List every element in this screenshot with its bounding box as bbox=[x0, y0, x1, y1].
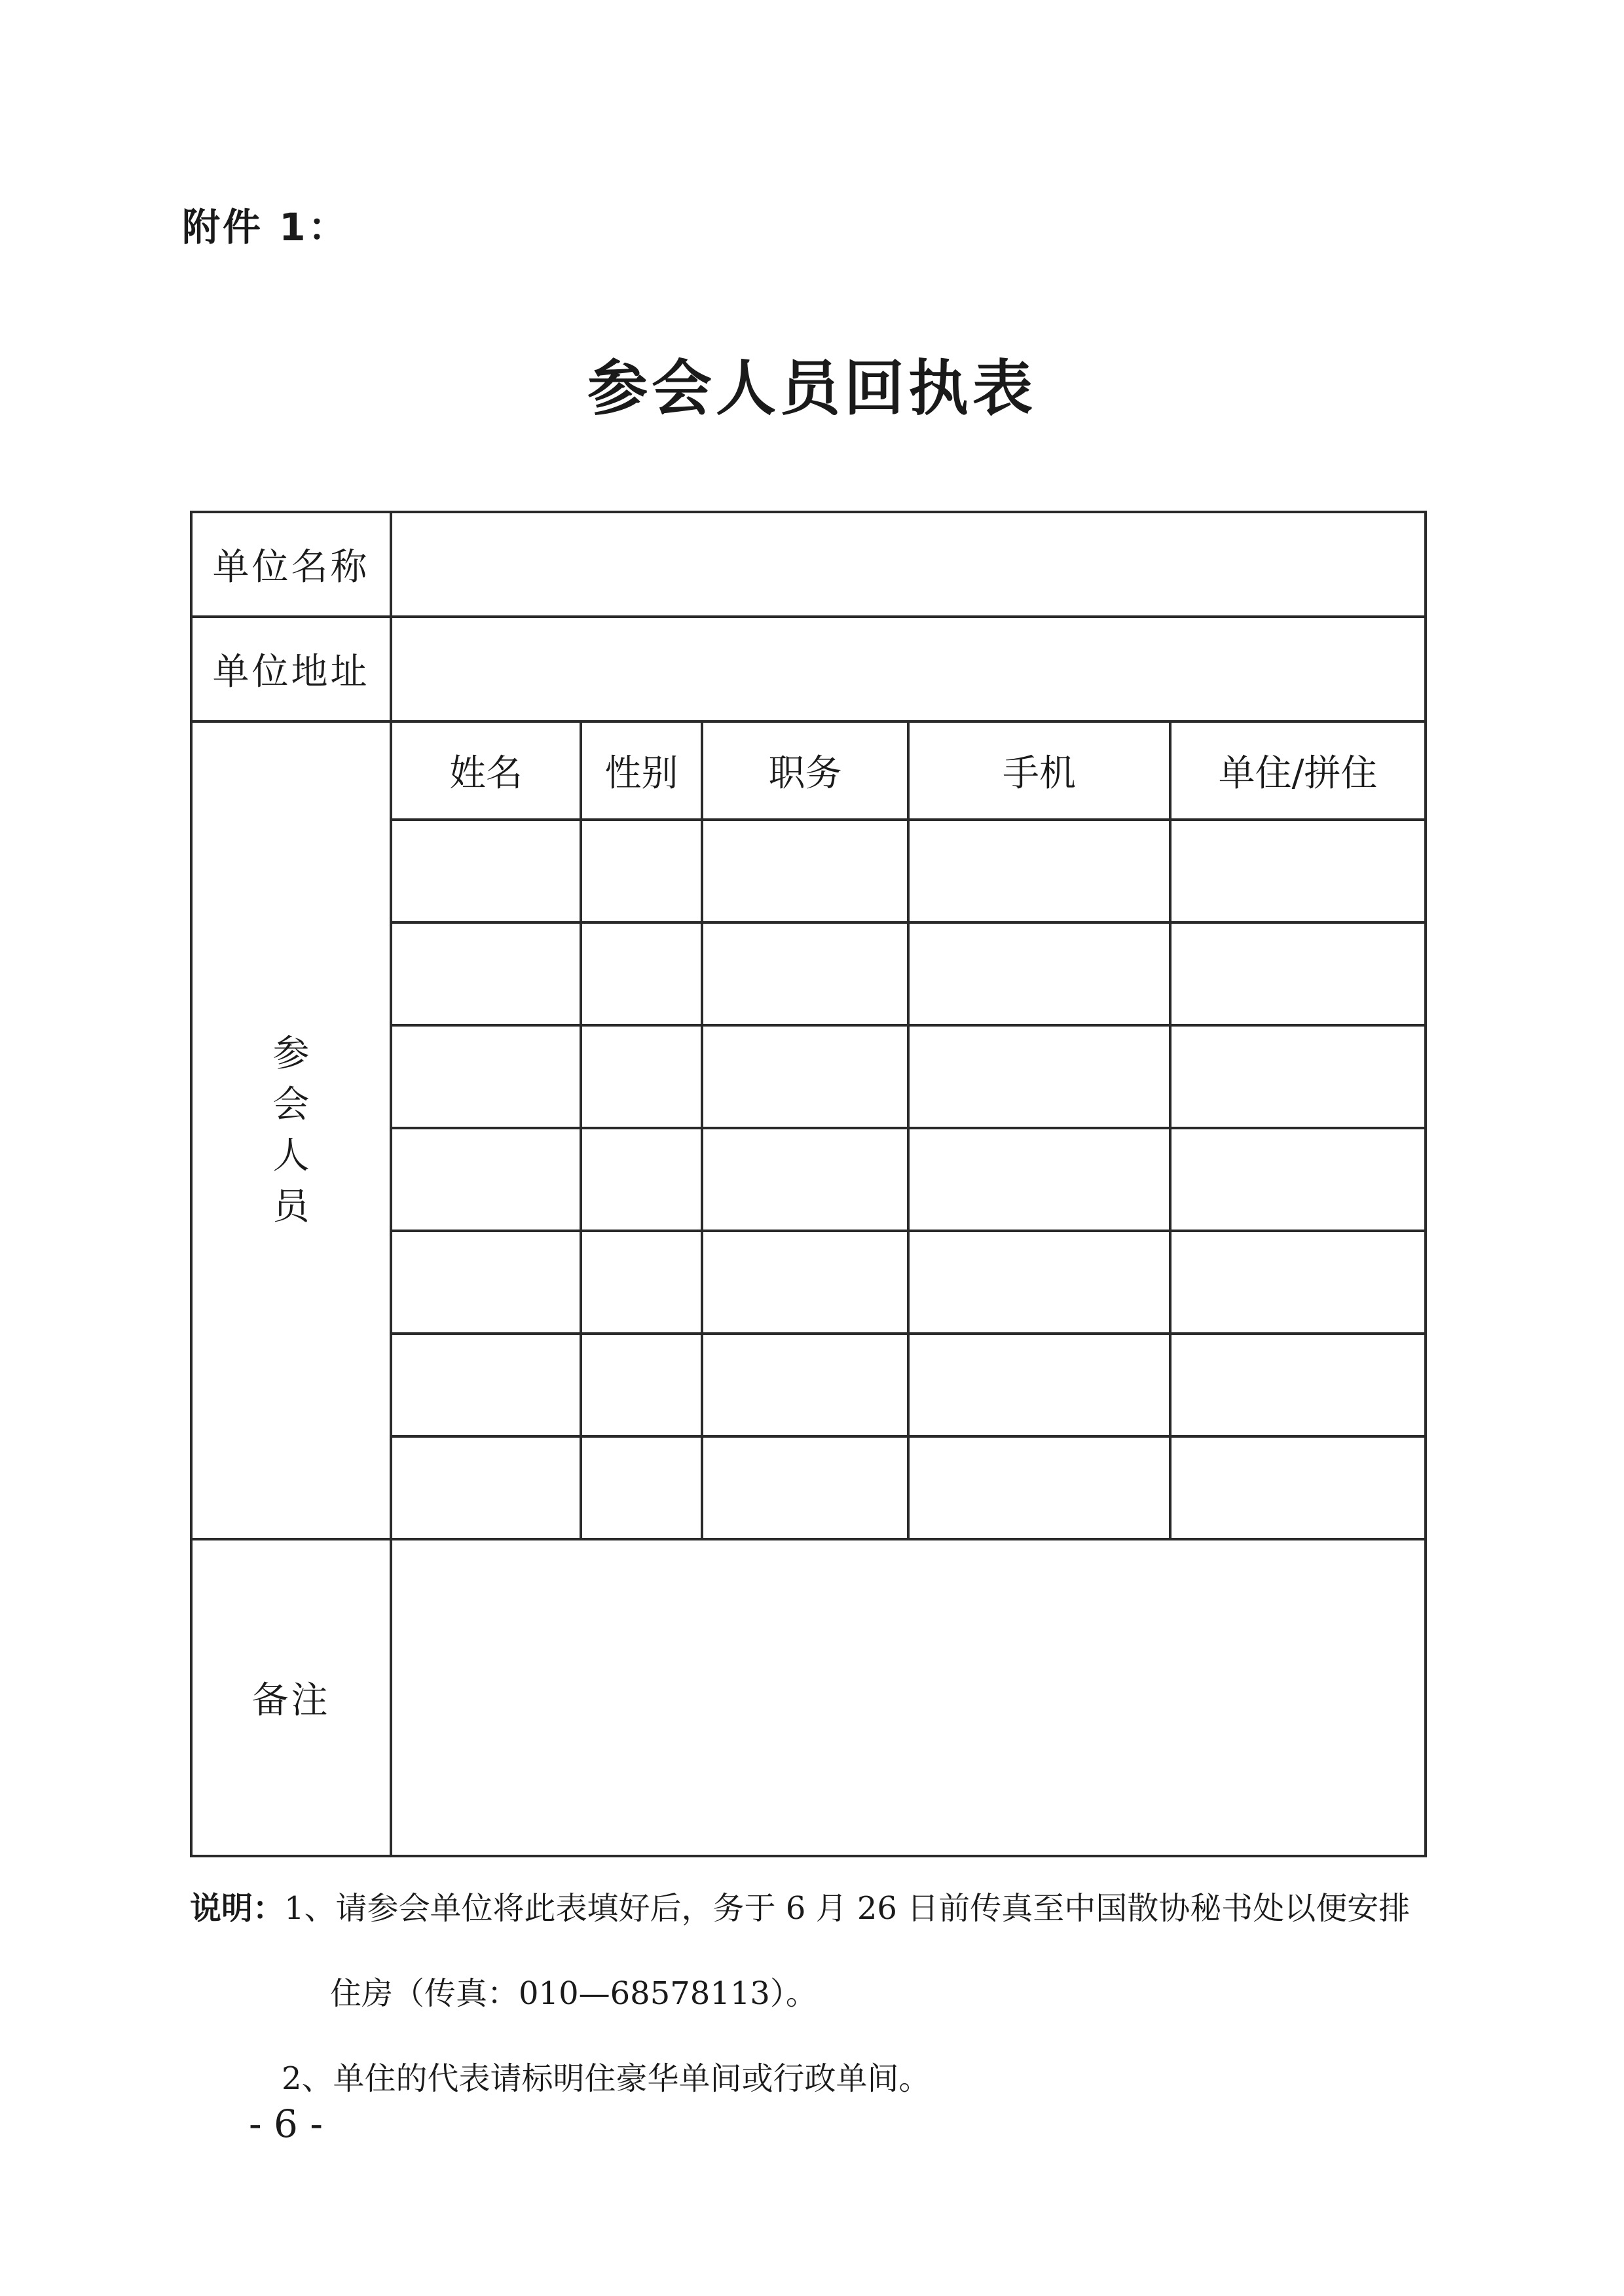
room-type-cell[interactable] bbox=[1170, 1025, 1426, 1128]
unit-address-label: 单位地址 bbox=[191, 617, 391, 721]
name-cell[interactable] bbox=[391, 1334, 581, 1436]
unit-address-field[interactable] bbox=[391, 617, 1426, 721]
mobile-cell[interactable] bbox=[908, 922, 1170, 1025]
gender-cell[interactable] bbox=[581, 1128, 702, 1231]
note-item-2: 2、单住的代表请标明住豪华单间或行政单间。 bbox=[282, 2060, 931, 2097]
page-title: 参会人员回执表 bbox=[587, 354, 1037, 424]
position-cell[interactable] bbox=[702, 1231, 908, 1334]
receipt-form-table bbox=[190, 511, 1427, 1857]
column-header-name: 姓名 bbox=[391, 721, 581, 820]
position-cell[interactable] bbox=[702, 922, 908, 1025]
remarks-field[interactable] bbox=[391, 1539, 1426, 1856]
name-cell[interactable] bbox=[391, 1436, 581, 1539]
column-header-room-type: 单住/拼住 bbox=[1170, 721, 1426, 820]
room-type-cell[interactable] bbox=[1170, 1128, 1426, 1231]
gender-cell[interactable] bbox=[581, 820, 702, 922]
attendees-label: 参会人员 bbox=[272, 1032, 310, 1228]
name-cell[interactable] bbox=[391, 922, 581, 1025]
position-cell[interactable] bbox=[702, 1334, 908, 1436]
note-item-1 bbox=[190, 1866, 1434, 1951]
name-cell[interactable] bbox=[391, 1025, 581, 1128]
name-cell[interactable] bbox=[391, 1231, 581, 1334]
name-cell[interactable] bbox=[391, 820, 581, 922]
gender-cell[interactable] bbox=[581, 1231, 702, 1334]
mobile-cell[interactable] bbox=[908, 1231, 1170, 1334]
room-type-cell[interactable] bbox=[1170, 922, 1426, 1025]
gender-cell[interactable] bbox=[581, 1025, 702, 1128]
room-type-cell[interactable] bbox=[1170, 1334, 1426, 1436]
gender-cell[interactable] bbox=[581, 1334, 702, 1436]
unit-name-row bbox=[191, 512, 1426, 617]
mobile-cell[interactable] bbox=[908, 1334, 1170, 1436]
remarks-row bbox=[191, 1539, 1426, 1856]
note-item-1-line-1: 1、请参会单位将此表填好后，务于 6 月 26 日前传真至中国散协秘书处以便安排 bbox=[284, 1890, 1411, 1927]
attendees-label-cell bbox=[191, 721, 391, 1539]
notes-section bbox=[190, 1866, 1434, 2121]
column-header-position: 职务 bbox=[702, 721, 908, 820]
attendee-header-row bbox=[191, 721, 1426, 820]
remarks-label: 备注 bbox=[191, 1539, 391, 1856]
mobile-cell[interactable] bbox=[908, 1025, 1170, 1128]
mobile-cell[interactable] bbox=[908, 1128, 1170, 1231]
position-cell[interactable] bbox=[702, 1025, 908, 1128]
position-cell[interactable] bbox=[702, 820, 908, 922]
position-cell[interactable] bbox=[702, 1128, 908, 1231]
unit-name-field[interactable] bbox=[391, 512, 1426, 617]
note-item-1-line-2: 住房（传真：010—68578113）。 bbox=[330, 1975, 817, 2012]
mobile-cell[interactable] bbox=[908, 820, 1170, 922]
mobile-cell[interactable] bbox=[908, 1436, 1170, 1539]
unit-address-row bbox=[191, 617, 1426, 721]
unit-name-label: 单位名称 bbox=[191, 512, 391, 617]
column-header-mobile: 手机 bbox=[908, 721, 1170, 820]
room-type-cell[interactable] bbox=[1170, 1436, 1426, 1539]
gender-cell[interactable] bbox=[581, 922, 702, 1025]
attachment-label: 附件 1： bbox=[182, 205, 349, 249]
gender-cell[interactable] bbox=[581, 1436, 702, 1539]
position-cell[interactable] bbox=[702, 1436, 908, 1539]
name-cell[interactable] bbox=[391, 1128, 581, 1231]
room-type-cell[interactable] bbox=[1170, 820, 1426, 922]
room-type-cell[interactable] bbox=[1170, 1231, 1426, 1334]
column-header-gender: 性别 bbox=[581, 721, 702, 820]
page-number: - 6 - bbox=[249, 2102, 323, 2146]
notes-prefix: 说明： bbox=[190, 1890, 285, 1927]
